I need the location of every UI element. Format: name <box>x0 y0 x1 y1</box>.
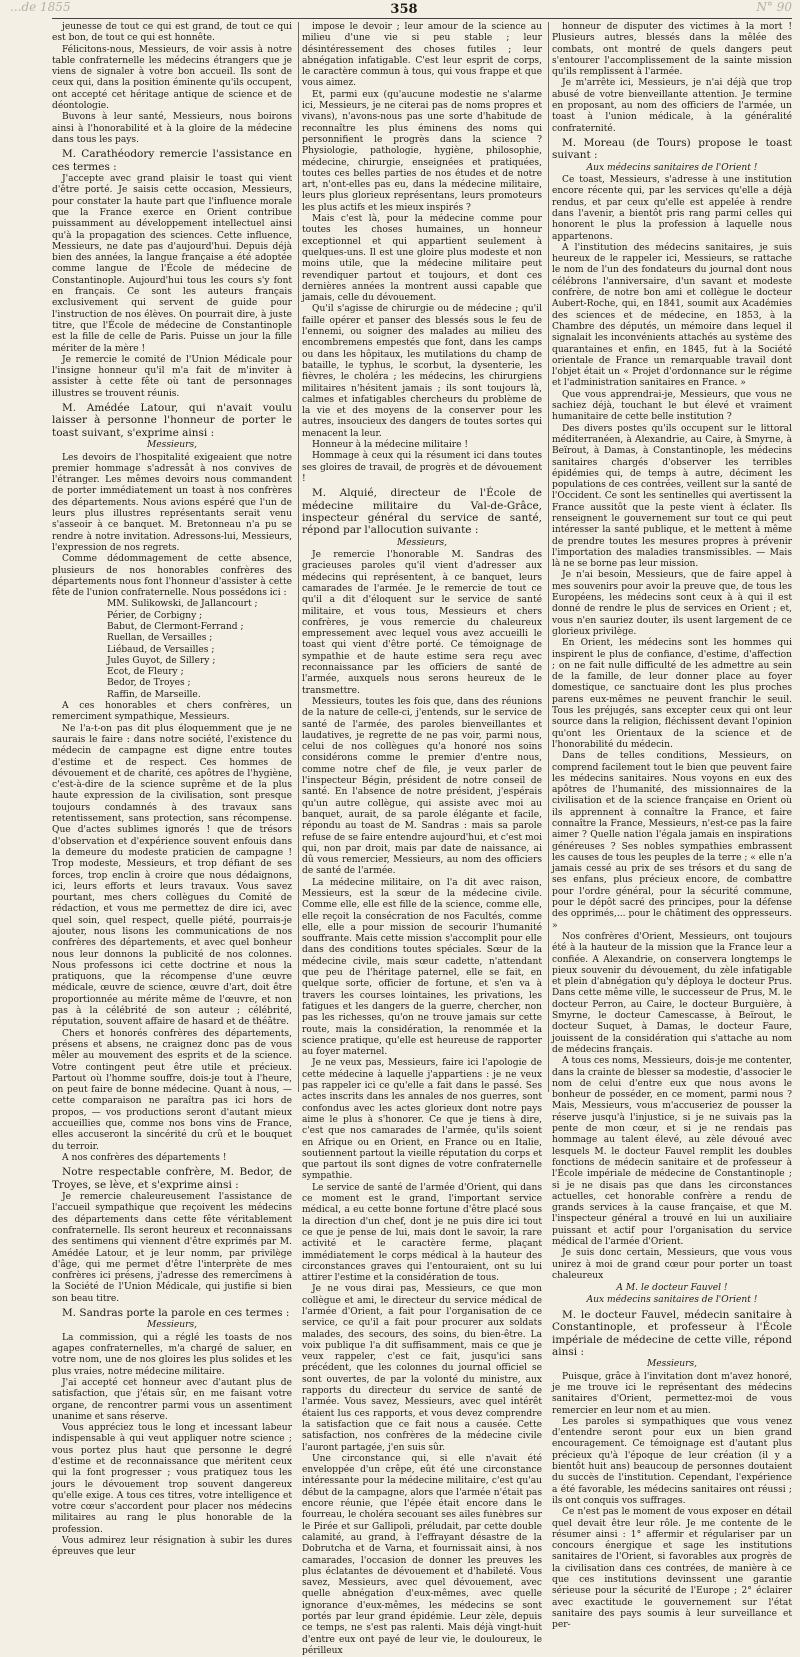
paragraph: Je n'ai besoin, Messieurs, que de faire appel à mes souvenirs pour avoir la preuve que, de tous les Européens, les médecins sont ceux à à qui il est donné de rendre le plus de services en Orient ; et, vous n'en sauriez douter, ils usent largement de ce glorieux privilège. <box>552 570 792 637</box>
salutation: Messieurs, <box>146 1320 198 1331</box>
paragraph: J'ai accepté cet honneur avec d'autant plus de satisfaction, que j'étais sûr, en me faisant votre organe, de rencontrer parmi vous un assentiment unanime et sans réserve. <box>52 1377 292 1422</box>
paragraph: Vous admirez leur résignation à subir les dures épreuves que leur <box>52 1536 292 1558</box>
paragraph: Dans de telles conditions, Messieurs, on comprend facilement tout le bien que peuvent faire les médecins sanitaires. Nous voyons en eux des apôtres de l'humanité, des missionnaires de la civilisation et de la science française en Orient où ils apprennent à connaître la France, et faire connaître la France, Messieurs, n'est-ce pas la faire aimer ? Quelle nation l'égala jamais en inspirations généreuses ? Ses nobles sympathies embrassent les causes de tous les peuples de la terre ; « elle n'a jamais cessé au prix de ses trésors et du sang de ses enfans, plus précieux encore, de combattre pour l'ordre général, pour la sécurité commune, pour le dépôt sacré des principes, pour la défense des opprimés,... pour le châtiment des oppresseurs. » <box>552 751 793 931</box>
paragraph: A ces honorables et chers confrères, un remerciment sympathique, Messieurs. <box>52 701 292 723</box>
attendee-name: Périer, de Corbigny ; <box>107 610 203 621</box>
paragraph: Je remercie le comité de l'Union Médicale pour l'insigne honneur qu'il m'a fait de m'inviter à assister à cette fête où tant de personnages illustres se trouvent réunis. <box>52 354 292 399</box>
masthead-right: N° 90 <box>756 0 792 14</box>
masthead-left: ...de 1855 <box>10 0 71 14</box>
paragraph: Hommage à ceux qui la résument ici dans toutes ses gloires de travail, de progrès et de dévouement ! <box>302 451 542 484</box>
attendee-name: Ruellan, de Versailles ; <box>107 633 213 644</box>
paragraph: Ce toast, Messieurs, s'adresse à une institution encore récente qui, par les services qu'elle a déjà rendus, et par ceux qu'elle est appelée à rendre dans l'avenir, a bientôt pris rang parmi celles qui honorent le plus la profession à laquelle nous appartenons. <box>552 175 792 242</box>
paragraph: Les paroles si sympathiques que vous venez d'entendre seront pour eux un bien grand encouragement. Ce témoignage est d'autant plus précieux qu'à l'époque de leur création (il y a bientôt huit ans) beaucoup de personnes doutaient du succès de l'institution. Cependant, l'expérience a été favorable, les médecins sanitaires ont réussi ; ils ont conquis vos suffrages. <box>552 1416 792 1506</box>
paragraph: Le service de santé de l'armée d'Orient, qui dans ce moment est le grand, l'important service médical, a eu cette bonne fortune d'être placé sous la direction d'un chef, dont je ne puis dire ici tout ce que je pense de lui, mais dont le savoir, la rare activité et le caractère ferme, plaçant immédiatement le corps médical à la hauteur des circonstances graves qui l'entouraient, ont su lui attirer l'estime et la considération de tous. <box>302 1182 542 1284</box>
paragraph: A tous ces noms, Messieurs, dois-je me contenter, dans la crainte de blesser sa modestie, d'associer le nom de celui d'entre eux que nous avons le bonheur de posséder, en ce moment, parmi nous ? Mais, Messieurs, vous m'accuseriez de pousser la réserve jusqu'à l'injustice, si je ne suivais pas la pente de mon cœur, et si je ne rendais pas hommage au talent élevé, au zèle dévoué avec lesquels M. le docteur Fauvel remplit les doubles fonctions de médecin sanitaire et de professeur à l'École impériale de médecine de Constantinople ; si je ne disais pas que dans les circonstances actuelles, cet honorable confrère a rendu de grands services à la cause française, et que M. l'inspecteur général a trouvé en lui un auxiliaire puissant et actif pour l'organisation du service médical de l'armée d'Orient. <box>552 1056 792 1247</box>
paragraph: Qu'il s'agisse de chirurgie ou de médecine ; qu'il faille opérer et panser des blessés sous le feu de l'ennemi, ou soigner des malades au milieu des encombremens empestés que font, dans les camps ou dans les hôpitaux, les mutilations du champ de bataille, le typhus, le scorbut, la dysenterie, les fièvres, le choléra ; les médecins, les chirurgiens militaires n'hésitent jamais ; ils sont toujours là, calmes et infatigables chercheurs du problème de la vie et des moyens de la conserver pour les autres, insoucieux des dangers de toutes sortes qui menacent la leur. <box>302 304 542 439</box>
salutation: Aux médecins sanitaires de l'Orient ! <box>586 1295 758 1306</box>
paragraph: Je remercie l'honorable M. Sandras des gracieuses paroles qu'il vient d'adresser aux médecins qui représentent, à ce banquet, leurs camarades de l'armée. Je le remercie de tout ce qu'il a dit d'éloquent sur le service de santé militaire, et vous tous, Messieurs et chers confrères, je vous remercie du chaleureux empressement avec lequel vous avez accueilli le toast qui vient d'être porté. Ce témoignage de sympathie et de haute estime sera reçu avec reconnaissance par les officiers de santé de l'armée, auxquels nous serons heureux de le transmettre. <box>302 550 542 696</box>
speaker-heading: M. le docteur Fauvel, médecin sanitaire à Constantinople, et professeur à l'École impériale de médecine de cette ville, répond ainsi : <box>552 1308 792 1358</box>
paragraph: Ce n'est pas le moment de vous exposer en détail quel devait être leur rôle. Je me contente de le résumer ainsi : 1° affermir et régulariser par un concours énergique et sage les institutions sanitaires de l'Orient, si favorables aux progrès de la civilisation dans ces contrées, de manière à ce que ces institutions devinssent une garantie sérieuse pour la sécurité de l'Europe ; 2° éclairer avec exactitude le gouvernement sur l'état sanitaire des pays soumis à leur surveillance et per- <box>552 1507 792 1631</box>
paragraph: Chers et honorés confrères des départements, présens et absens, ne craignez donc pas de vous mêler au mouvement des esprits et de la science. Votre contingent peut être utile et précieux. Partout où l'homme souffre, dois-je tout à l'heure, on peut faire de bonne médecine. Quant à nous, — cette comparaison ne paraîtra pas ici hors de propos, — vos productions seront d'autant mieux accueillies que, comme nos bons vins de France, elles accuseront la sincérité du crû et le bouquet du terroir. <box>52 1028 292 1152</box>
attendee-name: Liébaud, de Versailles ; <box>107 644 215 655</box>
paragraph: Je ne veux pas, Messieurs, faire ici l'apologie de cette médecine à laquelle j'appartiens : je ne veux pas rappeler ici ce qu'elle a fait dans le passé. Ses actes inscrits dans les annales de nos guerres, sont confondus avec les actes glorieux dont notre pays aime le plus à s'honorer. Ce que je tiens à dire, c'est que nos camarades de l'armée, qu'ils soient en Afrique ou en Orient, en France ou en Italie, soutiennent partout la vieille réputation du corps et que partout ils sont dignes de votre confraternelle sympathie. <box>302 1058 542 1182</box>
paragraph: A nos confrères des départements ! <box>62 1152 227 1163</box>
paragraph: La médecine militaire, on l'a dit avec raison, Messieurs, est la sœur de la médecine civile. Comme elle, elle est fille de la science, comme elle, elle reçoit la consécration de nos Facultés, comme elle, elle a pour mission de secourir l'humanité souffrante. Mais cette mission s'accomplit pour elle dans des conditions toutes spéciales. Sœur de la médecine civile, mais sœur cadette, n'attendant que peu de l'héritage paternel, elle se fait, en quelque sorte, officier de fortune, et s'en va à travers les courses lointaines, les privations, les fatigues et les dangers de la guerre, chercher, non pas les richesses, qu'on ne trouve jamais sur cette route, mais la considération, la renommée et la science pratique, qu'elle est heureuse de rapporter au foyer maternel. <box>302 877 542 1058</box>
paragraph: Je ne vous dirai pas, Messieurs, ce que mon collègue et ami, le directeur du service médical de l'armée d'Orient, a fait pour l'organisation de ce service, ce qu'il a fait pour procurer aux soldats malades, des secours, des soins, du bien-être. La voix publique l'a dit suffisamment, mais ce que je veux rappeler, c'est ce fait, jusqu'ici sans précédent, que les colonnes du journal officiel se sont ouvertes, de par la volonté du ministre, aux rapports du directeur du service de santé de l'armée. Vous savez, Messieurs, avec quel intérêt étaient lus ces rapports, et vous devez comprendre la satisfaction que ce fait nous a causée. Cette satisfaction, nos confrères de la médecine civile l'auront partagée, j'en suis sûr. <box>302 1284 542 1453</box>
attendee-name: Babut, de Clermont-Ferrand ; <box>107 621 244 632</box>
attendee-name: Ecot, de Fleury ; <box>107 667 184 678</box>
paragraph: impose le devoir ; leur amour de la science au milieu d'une vie si peu stable ; leur désintéressement des choses futiles ; leur abnégation infatigable. C'est leur esprit de corps, le caractère commun à tous, qui vous frappe et que vous aimez. <box>302 22 542 89</box>
paragraph: Les devoirs de l'hospitalité exigeaient que notre premier hommage s'adressât à nos convives de l'étranger. Les mêmes devoirs nous commandent de porter immédiatement un toast à nos confrères des départements. Nous avions espéré que l'un de leurs plus illustres représentants serait venu s'asseoir à ce banquet. M. Bretonneau n'a pu se rendre à notre invitation. Adressons-lui, Messieurs, l'expression de nos regrets. <box>52 452 292 553</box>
attendee-name: MM. Sulikowski, de Jallancourt ; <box>107 599 258 610</box>
paragraph: A l'institution des médecins sanitaires, je suis heureux de le rappeler ici, Messieurs, se rattache le nom de l'un des fondateurs du journal dont nous célébrons l'anniversaire, d'un savant et modeste confrère, de notre bon ami et collègue le docteur Aubert-Roche, qui, en 1841, soumit aux Académies des sciences et de médecine, en 1853, à la Chambre des députés, un mémoire dans lequel il signalait les inconvénients attachés au système des quarantaines et enfin, en 1845, fut à la Société orientale de France un remarquable travail dont l'objet était un « Projet d'ordonnance sur le régime et l'administration sanitaires en France. » <box>552 242 792 389</box>
paragraph: La commission, qui a réglé les toasts de nos agapes confraternelles, m'a chargé de saluer, en votre nom, une de nos gloires les plus solides et les plus vraies, notre médecine militaire. <box>52 1332 292 1377</box>
attendee-name: Jules Guyot, de Sillery ; <box>107 655 216 666</box>
paragraph: Des divers postes qu'ils occupent sur le littoral méditerranéen, à Alexandrie, au Caire, à Smyrne, à Beïrout, à Damas, à Constantinople, les médecins sanitaires chargés d'observer les terribles épidémies qui, de temps à autre, déciment les populations de ces contrées, veillent sur la santé de l'Occident. Ce sont les sentinelles qui avertissent la France aussitôt que la peste vient à éclater. Ils renseignent le gouvernement sur tout ce qui peut intéresser la santé publique, et le mettent à même de prendre toutes les mesures propres à prévenir l'importation des maladies transmissibles. — Mais là ne se borne pas leur mission. <box>552 423 792 570</box>
column-middle <box>302 22 542 1656</box>
paragraph: Et, parmi eux (qu'aucune modestie ne s'alarme ici, Messieurs, je ne citerai pas de noms propres et vivans), n'avons-nous pas une sorte d'habitude de reconnaître les plus éminens des noms qui personnifient le progrès dans la science ? Physiologie, pathologie, hygiène, philosophie, médecine, chirurgie, enseignées et pratiquées, toutes ces belles parties de nos études et de notre art, n'ont-elles pas eu, dans la médecine militaire, leurs plus glorieux représentans, leurs promoteurs les plus actifs et les mieux inspirés ? <box>302 89 542 213</box>
paragraph: honneur de disputer des victimes à la mort ! Plusieurs autres, blessés dans la mêlée des combats, ont montré de quels dangers peut s'entourer l'accomplissement de la sainte mission qu'ils remplissent à l'armée. <box>552 22 792 78</box>
speaker-heading: M. Carathéodory remercie l'assistance en ces termes : <box>52 148 292 173</box>
speaker-heading: M. Amédée Latour, qui n'avait voulu laisser à personne l'honneur de porter le toast suivant, s'exprime ainsi : <box>52 402 292 439</box>
paragraph: J'accepte avec grand plaisir le toast qui vient d'être porté. Je saisis cette occasion, Messieurs, pour constater la haute part que l'influence morale que la France exerce en Orient contribue puissamment au développement intellectuel ainsi qu'à la propagation des sciences. Cette influence, Messieurs, ne date pas d'aujourd'hui. Depuis déjà bien des années, la langue française a été adoptée comme langue de l'École de médecine de Constantinople. Aujourd'hui tous les cours s'y font en français. Ce sont les auteurs français exclusivement qui servent de guide pour l'instruction de nos élèves. On pourrait dire, à juste titre, que l'École de médecine de Constantinople est la fille de celle de Paris. Puisse un jour la fille mériter de la mère ! <box>52 174 292 354</box>
attendee-name: Raffin, de Marseille. <box>107 689 201 700</box>
attendee-name: Bedor, de Troyes ; <box>107 678 191 689</box>
speaker-heading: M. Alquié, directeur de l'École de médecine militaire du Val-de-Grâce, inspecteur général du service de santé, répond par l'allocution suivante : <box>302 487 542 537</box>
paragraph: jeunesse de tout ce qui est grand, de tout ce qui est bon, de tout ce qui est honnête. <box>52 22 292 44</box>
header-rule <box>52 18 792 19</box>
salutation: A M. le docteur Fauvel ! <box>616 1283 728 1294</box>
salutation: Aux médecins sanitaires de l'Orient ! <box>586 162 758 173</box>
paragraph: Honneur à la médecine militaire ! <box>312 439 469 450</box>
speaker-heading: Notre respectable confrère, M. Bedor, de Troyes, se lève, et s'exprime ainsi : <box>52 1166 292 1191</box>
salutation: Messieurs, <box>396 537 448 548</box>
speaker-heading: M. Moreau (de Tours) propose le toast suivant : <box>552 136 792 162</box>
paragraph: Je m'arrête ici, Messieurs, je n'ai déjà que trop abusé de votre bienveillante attention. Je termine en proposant, au nom des officiers de l'armée, un toast à l'union médicale, à la généralité confraternité. <box>552 78 792 134</box>
paragraph: Mais c'est là, pour la médecine comme pour toutes les choses humaines, un honneur exceptionnel et qui appartient seulement à quelques-uns. Il est une gloire plus modeste et non moins utile, que la médecine militaire peut revendiquer partout et toujours, et dont ces dernières années la montrent aussi capable que jamais, celle du dévouement. <box>302 214 542 304</box>
paragraph: Je remercie chaleureusement l'assistance de l'accueil sympathique que reçoivent les médecins des départements dans cette fête véritablement confraternelle. Ils seront heureux et reconnaissans des sentimens qui viennent d'être exprimés par M. Amédée Latour, et je leur nomm, par privilège d'âge, qui me permet d'être l'interprète de mes confrères ici présens, j'adresse des remercîmens à la Société de l'Union Médicale, qui justifie si bien son beau titre. <box>52 1192 292 1304</box>
paragraph: Nos confrères d'Orient, Messieurs, ont toujours été à la hauteur de la mission que la France leur a confiée. A Alexandrie, on conservera longtemps le pieux souvenir du dévouement, du zèle infatigable et plein d'abnégation qu'y déploya le docteur Prus. Dans cette même ville, le successeur de Prus, M. le docteur Perron, au Caire, le docteur Burguière, à Smyrne, le docteur Camescasse, à Beïrout, le docteur Suquet, à Damas, le docteur Faure, jouissent de la considération qui s'attache au nom de médecins français. <box>552 931 792 1055</box>
paragraph: Une circonstance qui, si elle n'avait été enveloppée d'un crêpe, eût été une circonstance intéressante pour la médecine militaire, c'est qu'au début de la campagne, alors que l'armée n'était pas encore réunie, que l'épée était encore dans le fourreau, le choléra secouant ses ailes funèbres sur le Pirée et sur Gallipoli, préludait, par cette double calamité, au grand, à l'effrayant désastre de la Dobrutcha et de Varna, et fournissait ainsi, à nos camarades, l'occasion de donner les preuves les plus éclatantes de dévouement et d'habileté. Vous savez, Messieurs, avec quel dévouement, avec quelle abnégation d'eux-mêmes, avec quelle ignorance d'eux-mêmes, les médecins se sont portés par leur grand épidémie. Leur zèle, depuis ce temps, ne s'est pas ralenti. Mais déjà vingt-huit d'entre eux ont payé de leur vie, le douloureux, le périlleux <box>302 1453 542 1656</box>
column-left <box>52 22 292 1558</box>
paragraph: Que vous apprendrai-je, Messieurs, que vous ne sachiez déjà, touchant le but élevé et vraiment humanitaire de cette belle institution ? <box>552 389 792 423</box>
attendee-list <box>52 599 292 701</box>
paragraph: Messieurs, toutes les fois que, dans des réunions de la nature de celle-ci, j'entends, sur le service de santé de l'armée, des paroles bienveillantes et laudatives, je regrette de ne pas voir, parmi nous, celui de nos collègues qu'a honoré nos soins considérons comme le premier d'entre nous, comme notre chef de file, je veux parler de l'inspecteur Bégin, président de notre conseil de santé. En l'absence de notre président, j'espérais qu'un autre collègue, qui assiste avec moi au banquet, aurait, de sa parole élégante et facile, répondu au toast de M. Sandras : mais sa parole refuse de se faire entendre aujourd'hui, et c'est moi qui, non par droit, mais par date de naissance, ai dû vous remercier, Messieurs, au nom des officiers de santé de l'armée. <box>302 696 542 877</box>
article-columns <box>52 22 793 1656</box>
salutation: Messieurs, <box>646 1359 698 1370</box>
salutation: Messieurs, <box>146 440 198 451</box>
paragraph: Félicitons-nous, Messieurs, de voir assis à notre table confraternelle les médecins étrangers que je viens de signaler à votre bon accueil. Ils sont de ceux qui, dans la position éminente qu'ils occupent, ont accepté cet héritage antique de science et de déontologie. <box>52 44 292 112</box>
paragraph: Vous appréciez tous le long et incessant labeur indispensable à qui veut appliquer notre science ; vous portez plus haut que personne le degré d'estime et de reconnaissance que méritent ceux qui la font progresser ; vous pratiquez tous les jours le dévouement trop souvent dangereux qu'elle exige. A tous ces titres, votre intelligence et votre cœur s'accordent pour placer nos médecins militaires au rang le plus honorable de la profession. <box>52 1423 292 1535</box>
paragraph: En Orient, les médecins sont les hommes qui inspirent le plus de confiance, d'estime, d'affection ; on ne fait nulle difficulté de les admettre au sein de la famille, de leur donner place au foyer domestique, ce sanctuaire dont les plus proches parens eux-mêmes ne peuvent franchir le seuil. Tous les préjugés, sans excepter ceux qui ont leur source dans la religion, fléchissent devant l'opinion qu'ont les Orientaux de la science et de l'honorabilité du médecin. <box>552 638 792 750</box>
paragraph: Je suis donc certain, Messieurs, que vous vous unirez à moi de grand cœur pour porter un toast chaleureux <box>552 1248 792 1281</box>
paragraph: Ne l'a-t-on pas dit plus éloquemment que je ne saurais le faire : dans notre société, l'existence du médecin de campagne est digne entre toutes d'estime et de respect. Ces hommes de dévouement et de charité, ces apôtres de l'hygiène, c'est-à-dire de la science suprême et de la plus haute expression de la civilisation, sont presque toujours condamnés à des travaux sans retentissement, sans protection, sans récompense. Que d'actes sublimes ignorés ! que de trésors d'observation et d'expérience souvent enfouis dans la demeure du modeste praticien de campagne ! Trop modeste, Messieurs, et trop défiant de ses forces, trop enclin à croire que nous dédaignons, ici, leurs efforts et leurs travaux. Vous savez pourtant, mes chers collègues du Comité de rédaction, et vous me permettez de dire ici, avec quel soin, quel respect, quelle piété, pourrais-je ajouter, nous lisons les communications de nos confrères des départements, et avec quel bonheur nous leur donnons la publicité de nos colonnes. Nous professons ici cette doctrine et nous la pratiquons, que la récompense d'une œuvre médicale, œuvre de science, œuvre d'art, doit être proportionnée au mérite même de l'œuvre, et non pas à la célébrité de son auteur ; célébrité, réputation, souvent affaire de hasard et de théâtre. <box>52 723 292 1028</box>
paragraph: Puisque, grâce à l'invitation dont m'avez honoré, je me trouve ici le représentant des médecins sanitaires d'Orient, permettez-moi de vous remercier en leur nom et au mien. <box>552 1371 792 1416</box>
paragraph: Comme dédommagement de cette absence, plusieurs de nos honorables confrères des départements nous font l'honneur d'assister à cette fête de l'union confraternelle. Nous possédons ici : <box>52 554 292 599</box>
column-right <box>552 22 793 1631</box>
page-number: 358 <box>390 2 418 17</box>
speaker-heading: M. Sandras porte la parole en ces termes : <box>62 1307 290 1320</box>
page-header <box>0 0 800 20</box>
paragraph: Buvons à leur santé, Messieurs, nous boirons ainsi à l'honorabilité et à la gloire de la médecine dans tous les pays. <box>52 112 292 145</box>
